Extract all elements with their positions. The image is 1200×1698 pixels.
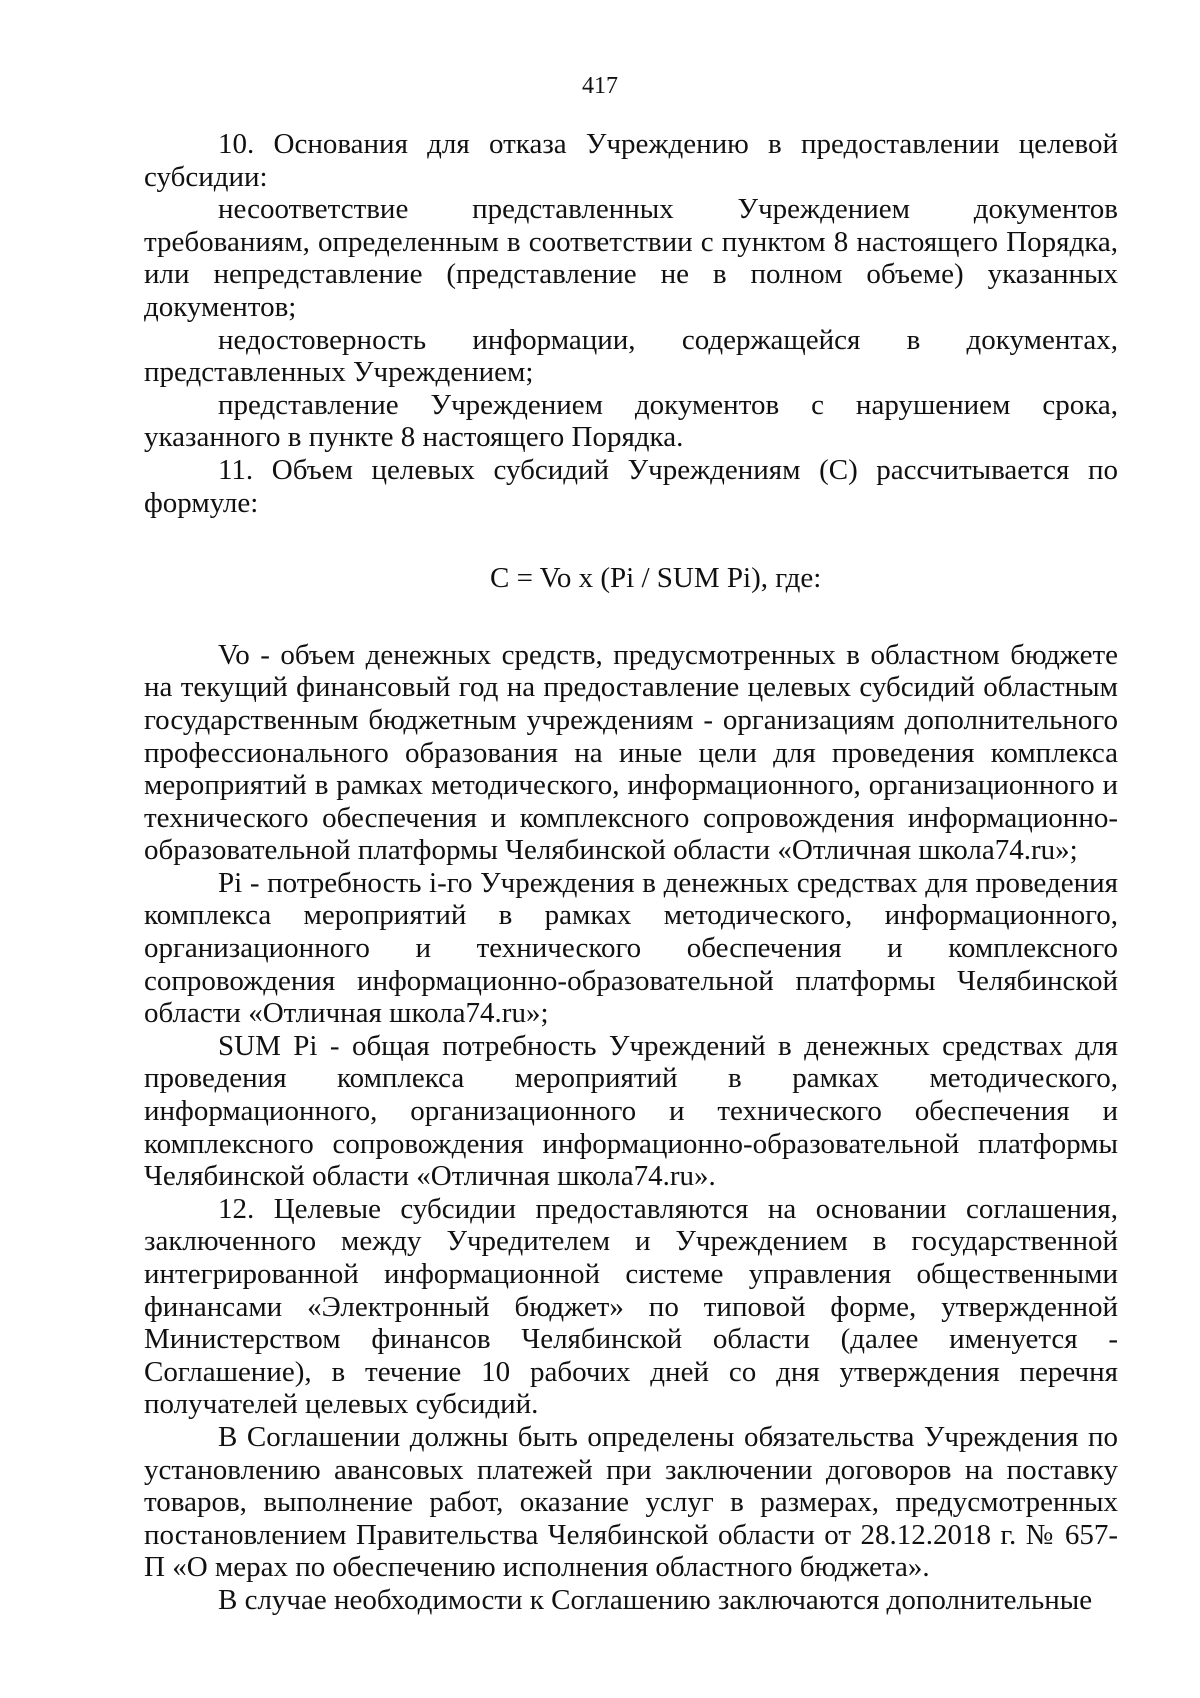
paragraph-nonconformity: несоответствие представленных Учреждением документов требованиям, определенным в соответствии с пунктом 8 настоящего Порядка, или непредставление (представление не в полном объеме) указанных документов; [144, 193, 1118, 323]
page-number: 417 [582, 73, 618, 99]
definition-sum-pi: SUM Pi - общая потребность Учреждений в денежных средствах для проведения комплекса мероприятий в рамках методического, информационного, организационного и технического обеспечения и комплексного сопровождения информационно-образовательной платформы Челябинской области «Отличная школа74.ru». [144, 1029, 1118, 1193]
paragraph-late-submission: представление Учреждением документов с нарушением срока, указанного в пункте 8 настоящего Порядка. [144, 388, 1118, 454]
paragraph-additional-agreements: В случае необходимости к Соглашению заключаются дополнительные [218, 1583, 1093, 1616]
formula: C = Vo x (Pi / SUM Pi), где: [490, 562, 822, 595]
document-body [144, 128, 1118, 1617]
paragraph-item-11: 11. Объем целевых субсидий Учреждениям (С) рассчитывается по формуле: [144, 453, 1118, 519]
paragraph-item-12: 12. Целевые субсидии предоставляются на основании соглашения, заключенного между Учредителем и Учреждением в государственной интегрированной информационной системе управления общественными финансами «Электронный бюджет» по типовой форме, утвержденной Министерством финансов Челябинской области (далее именуется - Соглашение), в течение 10 рабочих дней со дня утверждения перечня получателей целевых субсидий. [144, 1192, 1118, 1421]
definition-pi: Pi - потребность i-го Учреждения в денежных средствах для проведения комплекса мероприятий в рамках методического, информационного, организационного и технического обеспечения и комплексного сопровождения информационно-образовательной платформы Челябинской области «Отличная школа74.ru»; [144, 866, 1118, 1030]
paragraph-item-10-heading: 10. Основания для отказа Учреждению в предоставлении целевой субсидии: [144, 128, 1118, 193]
paragraph-agreement-obligations: В Соглашении должны быть определены обязательства Учреждения по установлению авансовых платежей при заключении договоров на поставку товаров, выполнение работ, оказание услуг в размерах, предусмотренных постановлением Правительства Челябинской области от 28.12.2018 г. № 657-П «О мерах по обеспечению исполнения областного бюджета». [144, 1420, 1118, 1584]
paragraph-inaccuracy: недостоверность информации, содержащейся в документах, представленных Учреждением; [144, 323, 1118, 389]
definition-vo: Vo - объем денежных средств, предусмотренных в областном бюджете на текущий финансовый год на предоставление целевых субсидий областным государственным бюджетным учреждениям - организациям дополнительного профессионального образования на иные цели для проведения комплекса мероприятий в рамках методического, информационного, организационного и технического обеспечения и комплексного сопровождения информационно-образовательной платформы Челябинской области «Отличная школа74.ru»; [144, 638, 1118, 867]
